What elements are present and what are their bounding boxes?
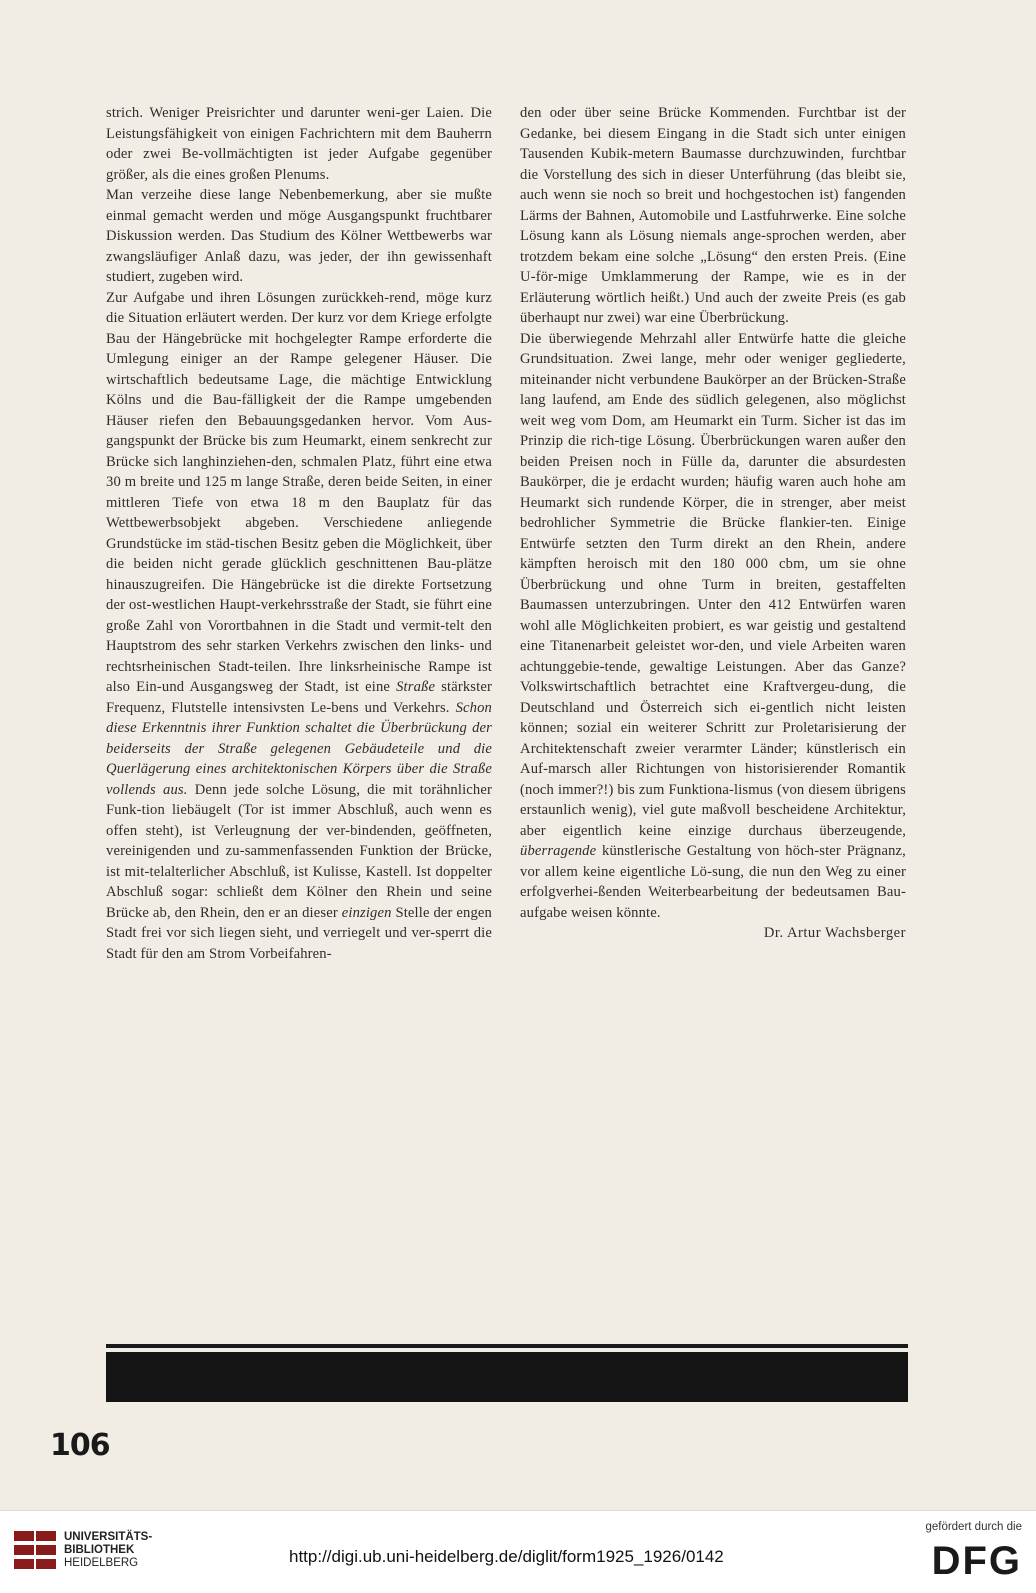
black-bar	[106, 1352, 908, 1402]
paragraph: strich. Weniger Preisrichter und darunter weni-ger Laien. Die Leistungsfähigkeit von einigen Fachrichtern mit dem Bauherrn oder zwei Be-vollmächtigten ist jeder Aufgabe gegenüber größer, als die eines großen Plenums.	[106, 105, 492, 183]
library-line: UNIVERSITÄTS-	[64, 1531, 153, 1543]
page-number: 106	[50, 1428, 110, 1463]
funder-label: gefördert durch die	[925, 1521, 1022, 1533]
paragraph-text: Die überwiegende Mehrzahl aller Entwürfe hatte die gleiche Grundsituation. Zwei lange, mehr oder weniger gegliederte, miteinander nicht verbundene Baukörper an der Brücken-Straße lang laufend, am Ende des südlich gelegenen, also möglichst weit weg vom Dom, am Heumarkt ein Turm. Sicher ist das im Prinzip die rich-tige Lösung. Überbrückungen waren außer den beiden Preisen noch in Fülle da, darunter die absurdesten Baukörper, die je erdacht wurden; häufig waren auch hohe am Heumarkt sich rundende Körper, die in strenger, aber meist bedrohlicher Symmetrie die Brücke flankier-ten. Einige Entwürfe setzten den Turm direkt an den Rhein, andere kämpften heroisch mit den 180 000 cbm, um sie ohne Überbrückung und ohne Turm in breiten, gestaffelten Baumassen unterzubringen. Unter den 412 Entwürfen waren wohl alle Möglichkeiten probiert, es war geistig und gestaltend eine Titanenarbeit geleistet wor-den, und viele Arbeiten waren achtunggebie-tende, gewaltige Leistungen. Aber das Ganze? Volkswirtschaftlich betrachtet eine Kraftvergeu-dung, die Deutschland und Österreich sich ei-gentlich nicht leisten können; sozial ein weiterer Schritt zur Proletarisierung der Architektenschaft zweier verarmter Länder; künstlerisch ein Auf-marsch aller Richtungen von historisierender Romantik (noch immer?!) bis zum Funktiona-lismus (von diesem übrigens erstaunlich wenig), viel gute maßvoll bescheidene Architektur, aber eigentlich keine einzige durchaus überzeugende,	[520, 330, 906, 839]
paragraph	[520, 329, 906, 924]
source-url-link[interactable]: http://digi.ub.uni-heidelberg.de/diglit/form1925_1926/0142	[289, 1547, 724, 1566]
library-line: HEIDELBERG	[64, 1557, 139, 1569]
paragraph-text: stärkster Frequenz, Flutstelle intensivsten Le-bens und Verkehrs.	[106, 679, 492, 716]
emphasis: einzigen	[341, 904, 392, 921]
dfg-logo: DFG	[931, 1539, 1022, 1583]
paragraph	[106, 288, 492, 965]
library-line: BIBLIOTHEK	[64, 1544, 135, 1556]
paragraph: den oder über seine Brücke Kommenden. Furchtbar ist der Gedanke, bei diesem Eingang in die Stadt sich unter einigen Tausenden Kubik-metern Baumasse durchzuwinden, furchtbar die Vorstellung des sich in dieser Unterführung (das bleibt sie, auch wenn sie noch so breit und hochgestochen ist) fangenden Lärms der Bahnen, Automobile und Lastfuhrwerke. Eine solche Lösung kann als Lösung niemals ange-sprochen werden, aber trotzdem bekam eine solche „Lösung“ den ersten Preis. (Eine U-för-mige Umklammerung der Rampe, wie es in der Erläuterung wörtlich heißt.) Und auch der zweite Preis (es gab überhaupt nur zwei) war eine Überbrückung.	[520, 105, 906, 326]
emphasis: Straße	[396, 679, 436, 695]
left-column	[106, 103, 492, 964]
paragraph-text: Denn jede solche Lösung, die mit torähnlicher Funk-tion liebäugelt (Tor ist immer Abschluß, auch wenn es offen steht), ist Verleugnung der ver-bindenden, geöffneten, vereinigenden und zu-sammenfassenden Funktion der Brücke, ist mit-telalterlicher Abschluß, ist Kulisse, Kastell. Ist doppelter Abschluß sogar: schließt dem Kölner den Rhein und seine Brücke ab, den Rhein, den er an dieser	[106, 781, 492, 921]
right-column	[520, 103, 906, 944]
paragraph-text: Stelle der engen Stadt frei vor sich liegen sieht, und verriegelt und ver-sperrt die Stadt für den am Strom Vorbeifahren-	[106, 904, 492, 962]
paragraph-text: künstlerische Gestaltung von höch-ster Prägnanz, vor allem keine eigentliche Lö-sung, die nun den Weg zu einer erfolgverhei-ßenden Weiterbearbeitung der bedeutsamen Bau-aufgabe weisen könnte.	[520, 843, 906, 921]
paragraph: Man verzeihe diese lange Nebenbemerkung, aber sie mußte einmal gemacht werden und möge Ausgangspunkt fruchtbarer Diskussion werden. Das Studium des Kölner Wettbewerbs war zwangsläufiger Anlaß dazu, was jeder, der ihn gewissenhaft studiert, zugeben wird.	[106, 187, 492, 285]
library-name	[64, 1531, 152, 1570]
divider-rule	[106, 1344, 908, 1348]
library-logo-icon	[12, 1527, 58, 1575]
paragraph-text: Zur Aufgabe und ihren Lösungen zurückkeh-rend, möge kurz die Situation erläutert werden. Der kurz vor dem Kriege erfolgte Bau der Hängebrücke mit hochgelegter Rampe erforderte die Umlegung einiger an der Rampe gelegener Häuser. Die wirtschaftlich bedeutsame Lage, die mächtige Entwicklung Kölns und die Bau-fälligkeit der die Rampe umgebenden Häuser riefen den Bebauungsgedanken hervor. Vom Aus-gangspunkt der Brücke bis zum Heumarkt, einem senkrecht zur Brücke sich langhinziehen-den, schmalen Platz, führt eine etwa 30 m breite und 125 m lange Straße, deren beide Seiten, in einer mittleren Tiefe von etwa 18 m den Bauplatz für das Wettbewerbsobjekt abgeben. Verschiedene anliegende Grundstücke im städ-tischen Besitz geben die Möglichkeit, über die beiden nicht gerade glücklich geschnittenen Bau-plätze hinauszugreifen. Die Hängebrücke ist die direkte Fortsetzung der ost-westlichen Haupt-verkehrsstraße der Stadt, sie führt eine große Zahl von Vorortbahnen in die Stadt und vermit-telt den Hauptstrom des sehr starken Verkehrs zwischen den links- und rechtsrheinischen Stadt-teilen. Ihre linksrheinische Rampe ist also Ein-und Ausgangsweg der Stadt, ist eine	[106, 289, 492, 695]
author-signature: Dr. Artur Wachsberger	[763, 925, 906, 941]
emphasis: Schon diese Erkenntnis ihrer Funktion schaltet die Überbrückung der beiderseits der Straße gelegenen Gebäudeteile und die Querlägerung eines architektonischen Körpers über die Straße vollends aus.	[106, 699, 492, 798]
footer	[0, 1510, 1036, 1593]
emphasis: überragende	[520, 843, 597, 859]
